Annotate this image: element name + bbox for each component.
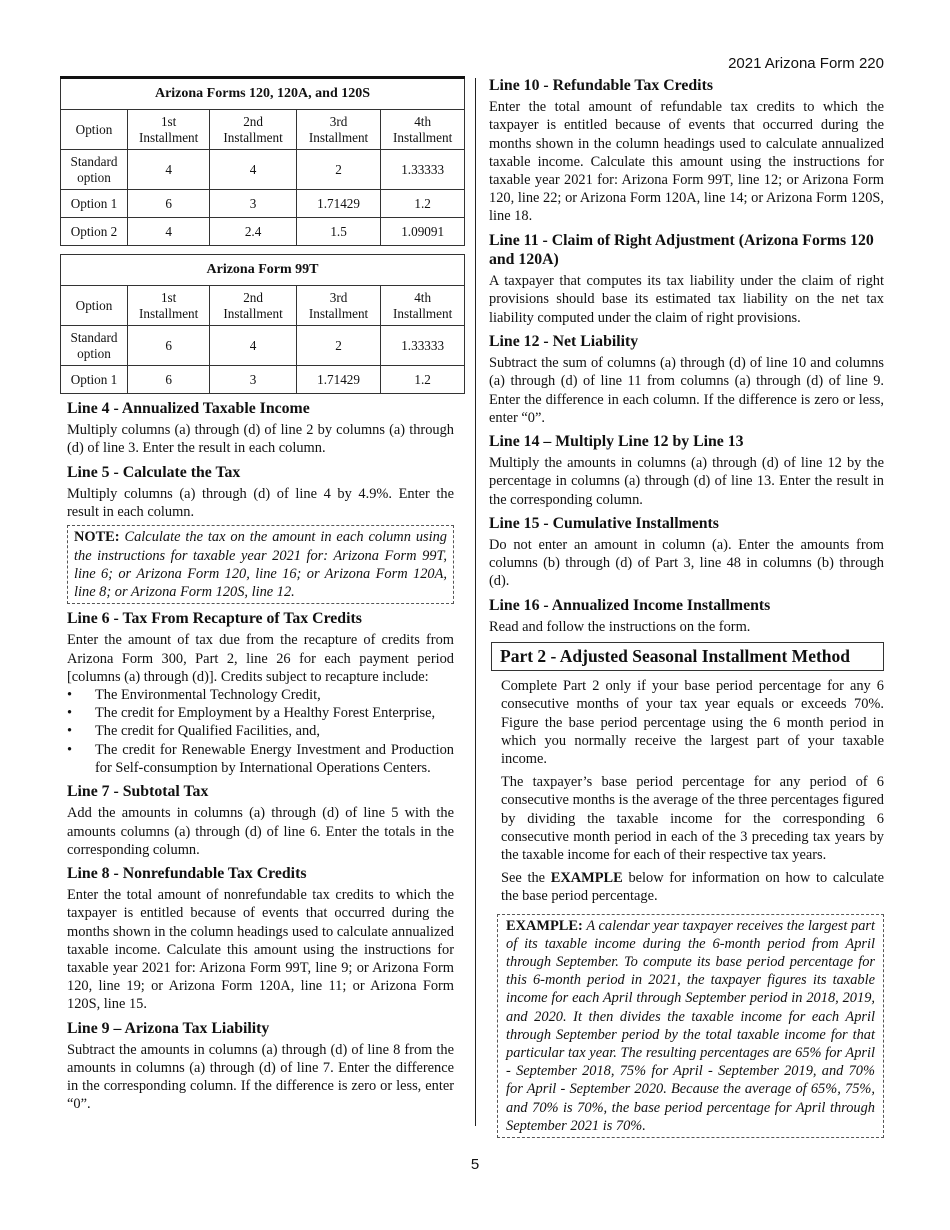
table-cell: Option 1 xyxy=(61,366,128,394)
line15-heading: Line 15 - Cumulative Installments xyxy=(489,514,719,532)
line11-heading: Line 11 - Claim of Right Adjustment (Arizona Forms 120 and 120A) xyxy=(489,231,874,268)
table-cell: 1.33333 xyxy=(381,150,465,190)
left-column xyxy=(60,76,465,1114)
line6-text: Enter the amount of tax due from the recapture of credits from Arizona Form 300, Part 2, line 26 for each payment period [columns (a) through (d)]. Credits subject to recapture include: xyxy=(67,632,454,685)
table-row xyxy=(61,190,465,218)
table-cell: Standard option xyxy=(61,150,128,190)
line4-text: Multiply columns (a) through (d) of line 2 by columns (a) through (d) of line 3. Enter the result in each column. xyxy=(67,422,454,457)
list-item: • The credit for Renewable Energy Investment and Production for Self-consumption by International Operations Centers. xyxy=(67,741,454,777)
line10-heading: Line 10 - Refundable Tax Credits xyxy=(489,77,713,94)
column-header: 2nd Installment xyxy=(210,286,297,326)
page-number: 5 xyxy=(470,1156,480,1173)
table-cell: 4 xyxy=(128,150,210,190)
line14-text: Multiply the amounts in columns (a) through (d) of line 12 by the percentage in columns (a) through (d) of line 13. Enter the result in the corresponding column. xyxy=(489,455,884,508)
table-cell: 3 xyxy=(210,190,297,218)
table-cell: 4 xyxy=(210,150,297,190)
table-cell: 6 xyxy=(128,326,210,366)
table-cell: Option 1 xyxy=(61,190,128,218)
table-row xyxy=(61,326,465,366)
table-header-row xyxy=(61,286,465,326)
example-text: A calendar year taxpayer receives the largest part of its taxable income during the 6-month period from April through September. To compute its base period percentage for this 6-month period in 2021, the taxpayer figures its taxable income for each April through September period in 2018, 2019, and 2020. It then divides the taxable income for each April through September period by the total taxable income for that particular tax year. The resulting percentages are 65% for April - September 2018, 75% for April - September 2019, and 70% for April - September 2020. Because the average of 65%, 75%, and 70% is 70%, the base period percentage for April through September 2021 is 70%. xyxy=(506,917,875,1134)
note-label: NOTE: xyxy=(74,529,120,546)
table-forms-120 xyxy=(60,76,465,246)
column-divider xyxy=(475,78,476,1126)
column-header: 3rd Installment xyxy=(296,286,380,326)
list-item: • The credit for Qualified Facilities, and, xyxy=(67,722,454,740)
column-header: 2nd Installment xyxy=(210,110,297,150)
table-row xyxy=(61,150,465,190)
part2-heading: Part 2 - Adjusted Seasonal Installment Method xyxy=(491,642,884,671)
line11-text: A taxpayer that computes its tax liability under the claim of right provisions should base its estimated tax liability on the net tax liability computed under the claim of right provisions. xyxy=(489,273,884,326)
column-header: Option xyxy=(61,110,128,150)
note-text: Calculate the tax on the amount in each column using the instructions for taxable year 2021 for: Arizona Form 99T, line 6; or Arizona Form 120, line 16; or Arizona Form 120A, line 8; or Arizona Form 120S, line 12. xyxy=(74,529,447,600)
line15-text: Do not enter an amount in column (a). Enter the amounts from columns (b) through (d) of Part 3, line 48 in columns (b) through (d). xyxy=(489,537,884,590)
line16-heading: Line 16 - Annualized Income Installments xyxy=(489,596,771,614)
table-cell: 2 xyxy=(296,150,380,190)
see-text: See the xyxy=(501,870,546,887)
note-box xyxy=(67,525,454,604)
line8-text: Enter the total amount of nonrefundable tax credits to which the taxpayer is entitled because of events that occurred during the months shown in the column headings used to calculate annualized taxable income. Calculate this amount using the instructions for taxable year 2021 for: Arizona Form 99T, line 9; or Arizona Form 120, line 19; or Arizona Form 120A, line 11; or Arizona Form 120S, line 15. xyxy=(67,887,454,1013)
table-cell: 1.2 xyxy=(381,190,465,218)
table-cell: 3 xyxy=(210,366,297,394)
line4-heading: Line 4 - Annualized Taxable Income xyxy=(67,400,310,417)
table-form-99t xyxy=(60,254,465,394)
table-row xyxy=(61,218,465,246)
line16-text: Read and follow the instructions on the form. xyxy=(489,618,751,635)
example-reference: EXAMPLE xyxy=(550,870,623,887)
table-title: Arizona Form 99T xyxy=(61,255,465,286)
column-header: 1st Installment xyxy=(128,286,210,326)
line5-text: Multiply columns (a) through (d) of line 4 by 4.9%. Enter the result in each column. xyxy=(67,485,454,521)
table-row xyxy=(61,366,465,394)
column-header: 1st Installment xyxy=(128,110,210,150)
line10-text: Enter the total amount of refundable tax credits to which the taxpayer is entitled because of events that occurred during the months shown in the column headings used to calculate annualized taxable income. Calculate this amount using the instructions for taxable year 2021 for: Arizona Form 99T, line 12; or Arizona Form 120, line 22; or Arizona Form 120A, line 14; or Arizona Form 120S, line 18. xyxy=(489,99,884,225)
table-cell: 6 xyxy=(128,190,210,218)
list-item: • The Environmental Technology Credit, xyxy=(67,686,454,704)
line9-text: Subtract the amounts in columns (a) through (d) of line 8 from the amounts in columns (a) through (d) of line 7. Enter the difference in the corresponding column. If the difference is zero or less, enter “0”. xyxy=(67,1041,454,1113)
line7-heading: Line 7 - Subtotal Tax xyxy=(67,783,209,801)
table-cell: 1.2 xyxy=(381,366,465,394)
table-cell: 2.4 xyxy=(210,218,297,246)
line9-heading: Line 9 – Arizona Tax Liability xyxy=(67,1019,270,1037)
table-header-row xyxy=(61,110,465,150)
table-cell: Option 2 xyxy=(61,218,128,246)
example-box xyxy=(497,914,884,1138)
line14-heading: Line 14 – Multiply Line 12 by Line 13 xyxy=(489,432,744,450)
table-cell: 1.33333 xyxy=(381,326,465,366)
table-cell: 1.09091 xyxy=(381,218,465,246)
form-header: 2021 Arizona Form 220 xyxy=(728,55,884,72)
table-cell: 4 xyxy=(210,326,297,366)
part2-paragraph-2: The taxpayer’s base period percentage for any period of 6 consecutive months is the average of the three percentages figured by dividing the taxable income for the corresponding 6 consecutive month period in each of the 3 preceding tax years by the taxable income for each of their respective tax years. xyxy=(501,774,884,863)
table-cell: 1.71429 xyxy=(296,366,380,394)
table-cell: 1.71429 xyxy=(296,190,380,218)
line12-heading: Line 12 - Net Liability xyxy=(489,332,639,350)
table-cell: 6 xyxy=(128,366,210,394)
line7-text: Add the amounts in columns (a) through (d) of line 5 with the amounts columns (a) through (d) of line 6. Enter the totals in the corresponding column. xyxy=(67,805,454,858)
recapture-credit-list xyxy=(67,686,454,777)
column-header: 4th Installment xyxy=(381,110,465,150)
column-header: Option xyxy=(61,286,128,326)
right-column xyxy=(489,76,884,1138)
see-text-rest: below for information on how to calculate the base period percentage. xyxy=(501,870,884,905)
table-cell: 2 xyxy=(296,326,380,366)
table-cell: 1.5 xyxy=(296,218,380,246)
line6-heading: Line 6 - Tax From Recapture of Tax Credits xyxy=(67,610,362,628)
column-header: 3rd Installment xyxy=(296,110,380,150)
table-cell: Standard option xyxy=(61,326,128,366)
column-header: 4th Installment xyxy=(381,286,465,326)
list-item: • The credit for Employment by a Healthy Forest Enterprise, xyxy=(67,704,454,722)
example-label: EXAMPLE: xyxy=(506,917,583,934)
table-cell: 4 xyxy=(128,218,210,246)
part2-paragraph-3 xyxy=(501,869,884,905)
table-title: Arizona Forms 120, 120A, and 120S xyxy=(61,78,465,110)
part2-paragraph-1: Complete Part 2 only if your base period percentage for any 6 consecutive months of your tax year equals or exceeds 70%. Figure the base period percentage using the 6 month period in which you normally receive the largest part of your taxable income. xyxy=(501,678,884,767)
line5-heading: Line 5 - Calculate the Tax xyxy=(67,463,241,481)
line12-text: Subtract the sum of columns (a) through (d) of line 10 and columns (a) through (d) of line 11 from columns (a) through (d) of line 9. Enter the difference in each column. If the difference is zero or less, enter “0”. xyxy=(489,355,884,426)
line8-heading: Line 8 - Nonrefundable Tax Credits xyxy=(67,864,307,882)
